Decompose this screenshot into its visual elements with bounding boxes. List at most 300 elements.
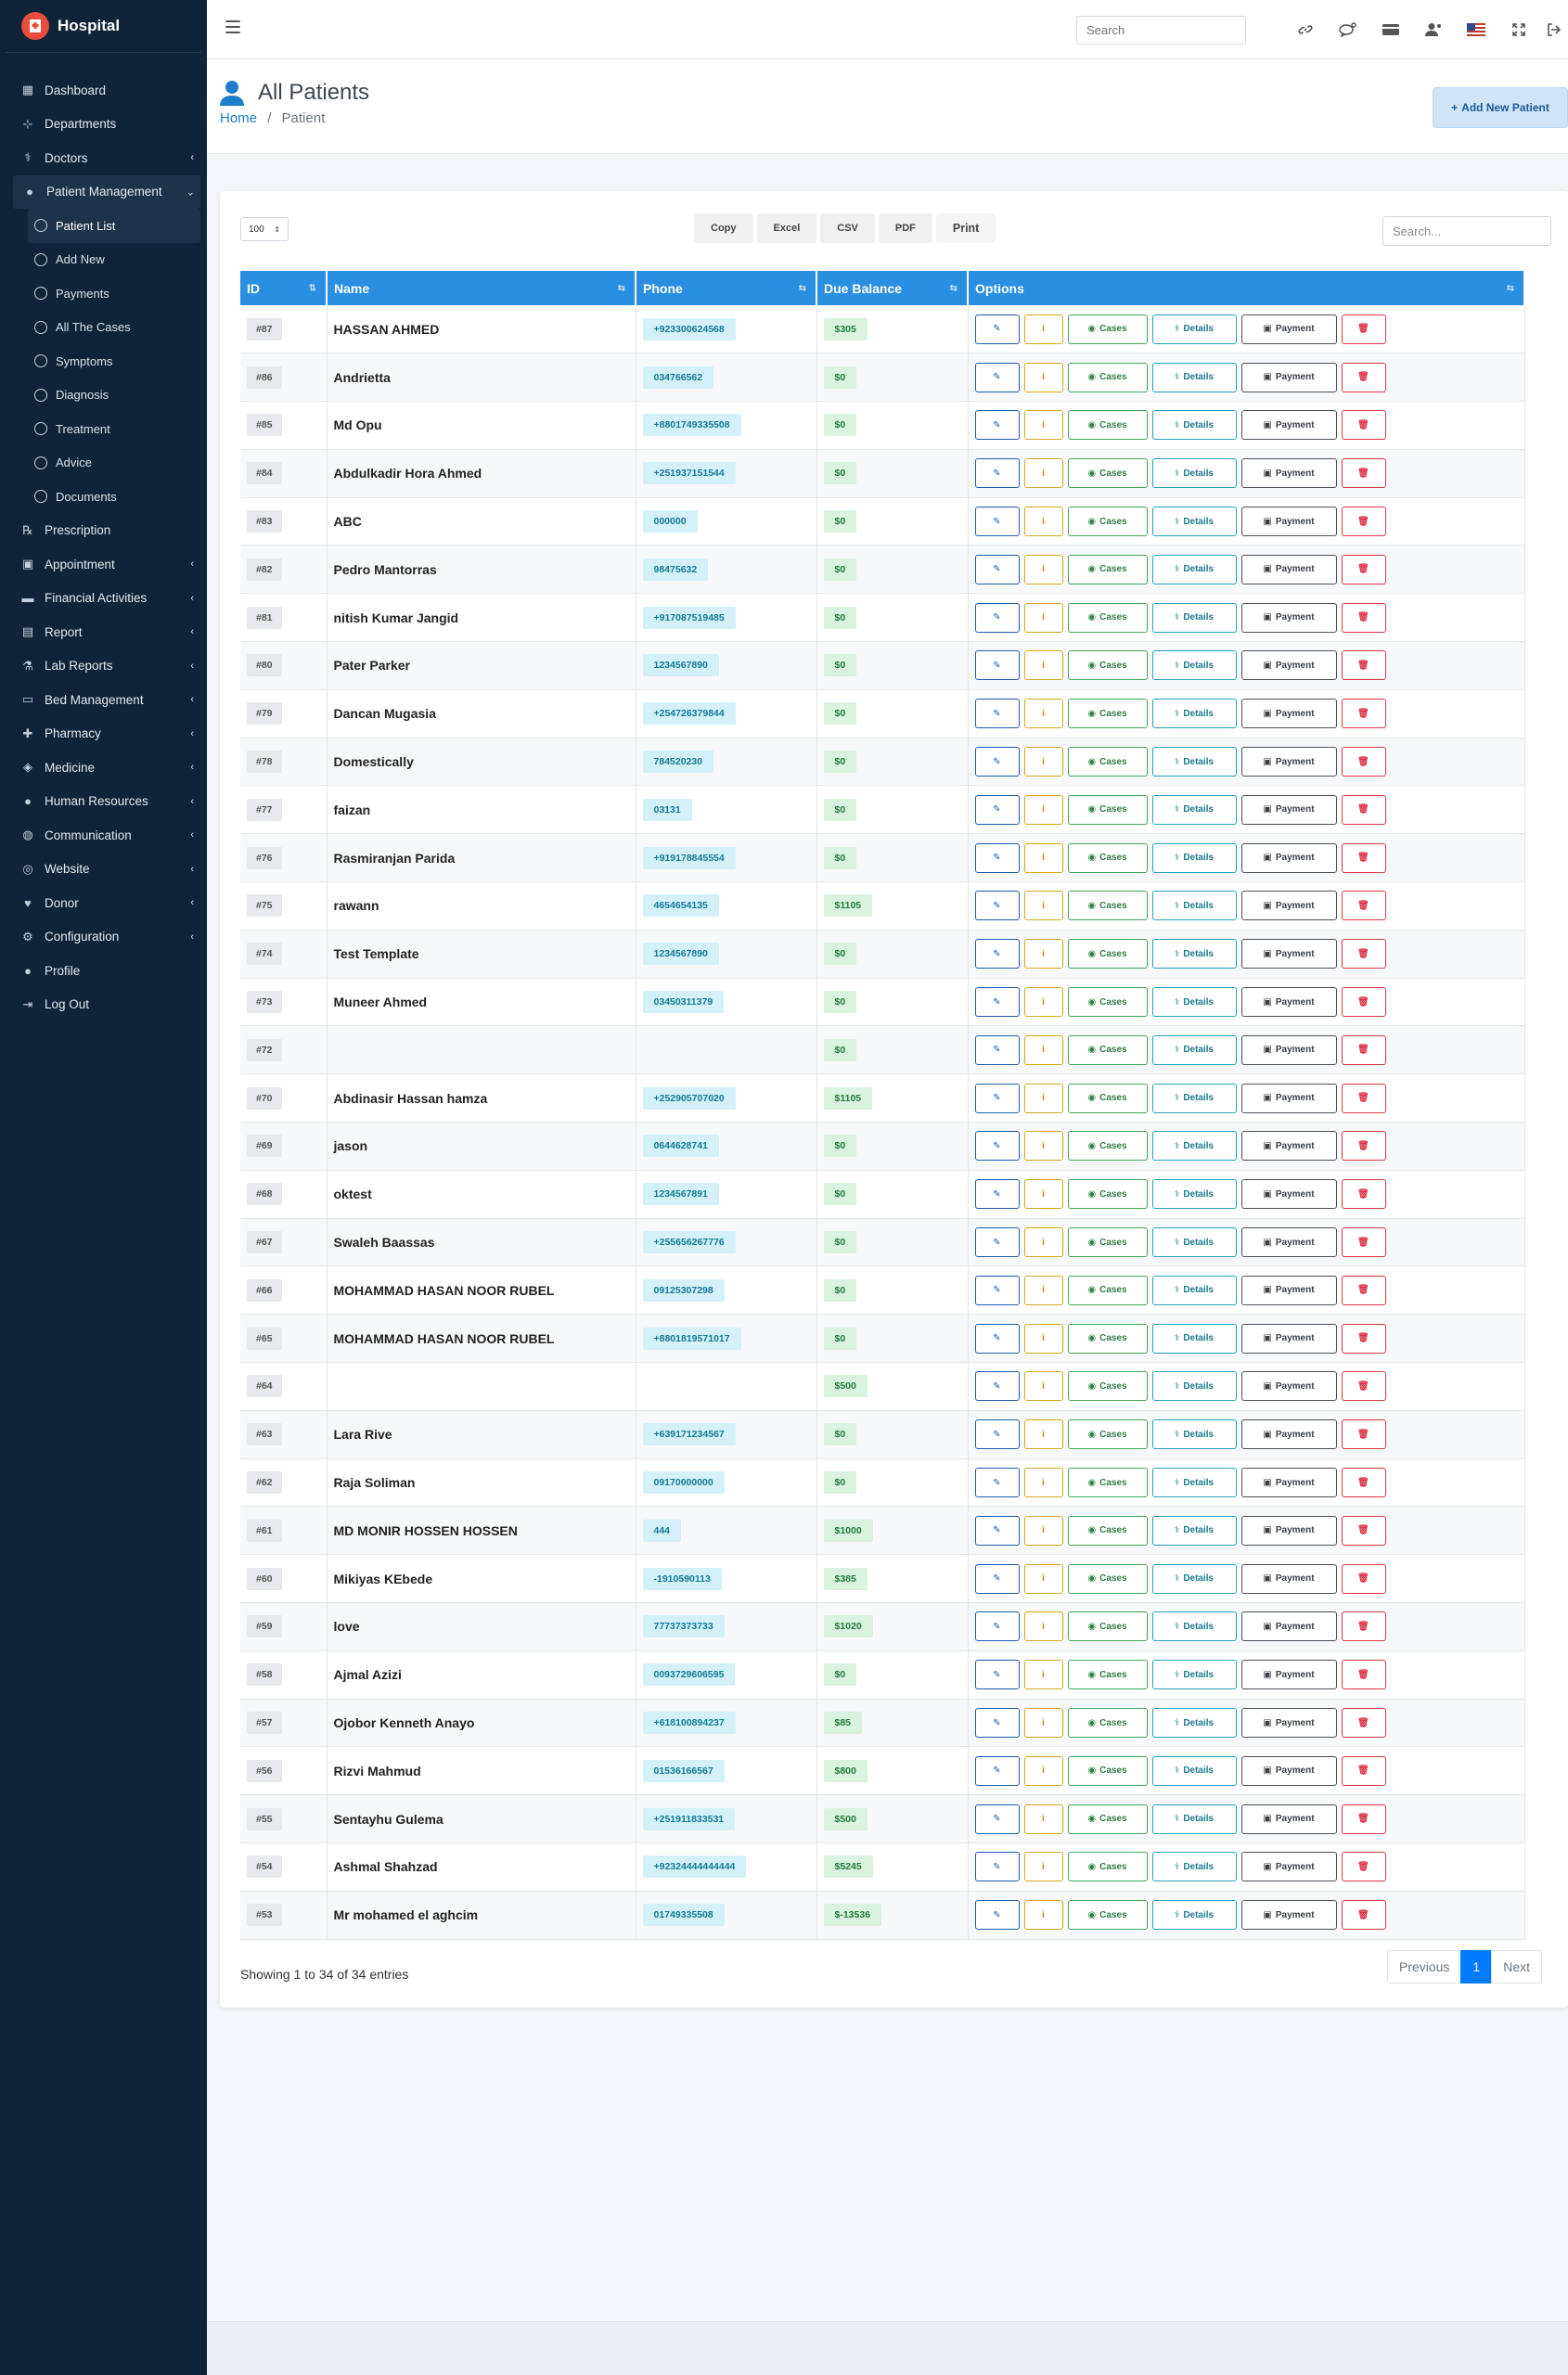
details-button[interactable] [1152,1084,1237,1113]
sidebar-item-report[interactable] [0,615,207,649]
details-button[interactable] [1152,1756,1237,1786]
details-button[interactable] [1152,1276,1237,1305]
edit-button[interactable] [975,363,1020,392]
payment-button[interactable] [1241,555,1337,584]
info-button[interactable] [1024,1900,1063,1930]
edit-button[interactable] [975,891,1020,920]
cases-label: Cases [1099,1717,1127,1728]
delete-button[interactable] [1342,1324,1386,1354]
payment-button[interactable] [1241,1564,1337,1594]
sidebar-item-doctors[interactable] [0,141,207,175]
eye-icon: ◉ [1087,853,1097,864]
payment-button[interactable] [1241,458,1337,488]
payment-button[interactable] [1241,603,1337,633]
money-bill-icon: ▣ [1263,948,1272,959]
delete-button[interactable] [1342,603,1386,633]
select-arrows-icon: ⇕ [274,225,280,234]
details-button[interactable] [1152,1611,1237,1641]
edit-button[interactable] [975,1804,1020,1834]
payment-button[interactable] [1241,1468,1337,1497]
edit-button[interactable] [975,1900,1020,1930]
sidebar-subitem-documents[interactable] [0,480,207,514]
info-button[interactable] [1024,1611,1063,1641]
sidebar-item-label: Appointment [45,557,115,571]
edit-button[interactable] [975,1131,1020,1161]
cases-button[interactable] [1068,1371,1148,1401]
details-button[interactable] [1152,987,1237,1017]
info-button[interactable] [1024,315,1063,344]
cases-button[interactable] [1068,1179,1148,1209]
delete-button[interactable] [1342,891,1386,920]
payment-button[interactable] [1241,1708,1337,1738]
edit-button[interactable] [975,1035,1020,1065]
details-button[interactable] [1152,843,1237,873]
edit-button[interactable] [975,795,1020,825]
phone-cell [636,1747,816,1795]
row-actions [975,1131,1518,1161]
cases-button[interactable] [1068,458,1148,488]
edit-button[interactable] [975,699,1020,728]
options-cell [968,449,1524,497]
cases-button[interactable] [1068,603,1148,633]
sidebar-subitem-all-the-cases[interactable] [0,311,207,345]
info-button[interactable] [1024,1276,1063,1305]
info-button[interactable] [1024,1179,1063,1209]
cases-button[interactable] [1068,507,1148,536]
cases-button[interactable] [1068,1468,1148,1497]
export-csv-button[interactable]: CSV [820,213,875,243]
cases-button[interactable] [1068,1035,1148,1065]
trash-icon: 🗑 [1357,660,1369,671]
logout-top-icon[interactable] [1540,17,1568,43]
user-badge-icon[interactable] [1412,17,1455,43]
menu-toggle-icon[interactable] [225,20,240,33]
delete-button[interactable] [1342,1852,1386,1881]
edit-button[interactable] [975,1227,1020,1257]
payment-button[interactable] [1241,1900,1337,1930]
cases-button[interactable] [1068,1516,1148,1546]
export-pdf-button[interactable]: PDF [879,213,932,243]
info-button[interactable] [1024,699,1063,728]
phone-cell [636,882,816,931]
delete-button[interactable] [1342,1371,1386,1401]
edit-button[interactable] [975,1660,1020,1689]
row-actions [975,603,1518,633]
edit-button[interactable] [975,987,1020,1017]
delete-button[interactable] [1342,1084,1386,1113]
cases-button[interactable] [1068,1756,1148,1786]
payment-button[interactable] [1241,410,1337,440]
payment-button[interactable] [1241,363,1337,392]
pagination-next[interactable]: Next [1491,1950,1542,1983]
sidebar-item-patient-management[interactable] [13,175,200,210]
payment-button[interactable] [1241,843,1337,873]
edit-button[interactable] [975,1276,1020,1305]
sidebar-subitem-patient-list[interactable] [28,209,200,243]
details-button[interactable] [1152,507,1237,536]
delete-button[interactable] [1342,1516,1386,1546]
payment-button[interactable] [1241,1227,1337,1257]
info-button[interactable] [1024,1324,1063,1354]
sidebar-item-donor[interactable] [0,886,207,920]
money-bill-icon: ▣ [1263,1285,1272,1296]
sidebar-subitem-symptoms[interactable] [0,344,207,379]
delete-button[interactable] [1342,1179,1386,1209]
cases-button[interactable] [1068,891,1148,920]
details-button[interactable] [1152,891,1237,920]
edit-button[interactable] [975,939,1020,969]
patient-name: Md Opu [333,417,382,433]
sidebar-item-communication[interactable] [0,818,207,853]
delete-button[interactable] [1342,1900,1386,1930]
cases-button[interactable] [1068,699,1148,728]
payment-button[interactable] [1241,1756,1337,1786]
details-label: Details [1183,324,1215,335]
payment-button[interactable] [1241,1371,1337,1401]
edit-button[interactable] [975,507,1020,536]
pagination-previous[interactable]: Previous [1387,1950,1461,1983]
payment-button[interactable] [1241,747,1337,777]
details-button[interactable] [1152,1419,1237,1449]
options-cell [968,1555,1524,1603]
payment-button[interactable] [1241,507,1337,536]
column-header-id[interactable] [240,271,327,305]
sidebar-item-bed-management[interactable] [0,683,207,717]
cases-button[interactable] [1068,1804,1148,1834]
delete-button[interactable] [1342,843,1386,873]
sidebar-item-pharmacy[interactable] [0,717,207,751]
payment-button[interactable] [1241,1035,1337,1065]
sidebar-item-website[interactable] [0,853,207,887]
info-button[interactable] [1024,1131,1063,1161]
sidebar-item-departments[interactable] [0,108,207,142]
details-button[interactable] [1152,603,1237,633]
payment-button[interactable] [1241,1804,1337,1834]
details-button[interactable] [1152,1179,1237,1209]
delete-button[interactable] [1342,1564,1386,1594]
column-header-phone[interactable] [636,271,816,305]
edit-icon: ✎ [993,660,1001,671]
cases-button[interactable] [1068,1611,1148,1641]
delete-button[interactable] [1342,1611,1386,1641]
edit-button[interactable] [975,1611,1020,1641]
sidebar-subitem-add-new[interactable] [0,243,207,277]
details-button[interactable] [1152,410,1237,440]
info-button[interactable] [1024,1708,1063,1738]
info-button[interactable] [1024,1419,1063,1449]
details-button[interactable] [1152,1900,1237,1930]
payment-button[interactable] [1241,1131,1337,1161]
top-search-input[interactable] [1076,16,1246,45]
info-button[interactable] [1024,1852,1063,1881]
payment-label: Payment [1275,1429,1315,1440]
sidebar-item-human-resources[interactable] [0,785,207,819]
info-button[interactable] [1024,747,1063,777]
details-button[interactable] [1152,747,1237,777]
delete-button[interactable] [1342,939,1386,969]
details-button[interactable] [1152,795,1237,825]
info-button[interactable] [1024,1371,1063,1401]
payment-button[interactable] [1241,1611,1337,1641]
row-actions [975,1468,1518,1497]
delete-button[interactable] [1342,1227,1386,1257]
export-copy-button[interactable]: Copy [694,213,753,243]
link-icon[interactable] [1284,17,1327,43]
edit-button[interactable] [975,747,1020,777]
info-button[interactable] [1024,555,1063,584]
patient-phone-badge: +639171234567 [643,1423,736,1445]
id-cell [240,1891,327,1939]
delete-button[interactable] [1342,458,1386,488]
name-cell [327,978,636,1026]
export-print-button[interactable]: Print [936,213,996,243]
edit-button[interactable] [975,1179,1020,1209]
delete-button[interactable] [1342,1419,1386,1449]
details-button[interactable] [1152,1131,1237,1161]
payment-label: Payment [1275,516,1315,527]
payment-button[interactable] [1241,795,1337,825]
details-button[interactable] [1152,1371,1237,1401]
cases-label: Cases [1099,853,1127,864]
eye-icon: ◉ [1087,1669,1097,1680]
delete-button[interactable] [1342,555,1386,584]
cases-button[interactable] [1068,1708,1148,1738]
cases-button[interactable] [1068,1900,1148,1930]
edit-button[interactable] [975,650,1020,680]
sidebar-subitem-advice[interactable] [0,446,207,481]
details-button[interactable] [1152,1516,1237,1546]
details-button[interactable] [1152,1564,1237,1594]
delete-button[interactable] [1342,1660,1386,1689]
sidebar-subitem-payments[interactable] [0,276,207,311]
payment-button[interactable] [1241,1419,1337,1449]
info-button[interactable] [1024,458,1063,488]
edit-button[interactable] [975,458,1020,488]
sidebar-item-log-out[interactable] [0,988,207,1022]
edit-button[interactable] [975,1371,1020,1401]
details-button[interactable] [1152,1660,1237,1689]
cases-button[interactable] [1068,1276,1148,1305]
page-length-select[interactable] [240,217,289,241]
payment-button[interactable] [1241,699,1337,728]
payment-button[interactable] [1241,987,1337,1017]
sidebar-subitem-label: Advice [56,456,93,470]
info-button[interactable] [1024,1084,1063,1113]
delete-button[interactable] [1342,1276,1386,1305]
cases-button[interactable] [1068,363,1148,392]
delete-button[interactable] [1342,1468,1386,1497]
cases-button[interactable] [1068,555,1148,584]
sidebar-item-lab-reports[interactable] [0,649,207,684]
details-button[interactable] [1152,1324,1237,1354]
delete-button[interactable] [1342,1804,1386,1834]
donor-icon: ♥ [24,895,32,910]
payment-button[interactable] [1241,1516,1337,1546]
trash-icon: 🗑 [1357,1573,1369,1585]
patient-name: Test Template [333,946,419,962]
payment-button[interactable] [1241,1084,1337,1113]
cases-button[interactable] [1068,1564,1148,1594]
due-balance-badge: $0 [824,462,857,484]
info-button[interactable] [1024,1756,1063,1786]
table-row [240,930,1524,978]
details-button[interactable] [1152,1468,1237,1497]
edit-button[interactable] [975,1516,1020,1546]
details-button[interactable] [1152,650,1237,680]
details-button[interactable] [1152,1708,1237,1738]
column-header-due-balance[interactable] [816,271,968,305]
export-excel-button[interactable]: Excel [757,213,817,243]
cases-button[interactable] [1068,1852,1148,1881]
info-button[interactable] [1024,603,1063,633]
edit-button[interactable] [975,1468,1020,1497]
delete-button[interactable] [1342,363,1386,392]
info-button[interactable] [1024,1804,1063,1834]
delete-button[interactable] [1342,650,1386,680]
cases-button[interactable] [1068,1419,1148,1449]
stethoscope-icon: ⚕ [1174,1285,1180,1296]
sidebar-item-profile[interactable] [0,954,207,988]
delete-button[interactable] [1342,410,1386,440]
cases-button[interactable] [1068,1227,1148,1257]
info-button[interactable] [1024,410,1063,440]
info-button[interactable] [1024,1660,1063,1689]
cases-button[interactable] [1068,843,1148,873]
table-search-input[interactable] [1382,216,1551,246]
payment-button[interactable] [1241,315,1337,344]
payment-button[interactable] [1241,650,1337,680]
info-button[interactable] [1024,1564,1063,1594]
delete-button[interactable] [1342,1131,1386,1161]
edit-button[interactable] [975,555,1020,584]
info-icon: i [1042,804,1045,815]
sidebar-item-dashboard[interactable] [0,73,207,108]
delete-button[interactable] [1342,987,1386,1017]
cases-button[interactable] [1068,410,1148,440]
name-cell [327,1074,636,1123]
cases-button[interactable] [1068,987,1148,1017]
info-button[interactable] [1024,1227,1063,1257]
edit-button[interactable] [975,1852,1020,1881]
info-button[interactable] [1024,987,1063,1017]
cases-button[interactable] [1068,747,1148,777]
cases-button[interactable] [1068,939,1148,969]
sidebar-subitem-diagnosis[interactable] [0,379,207,413]
sidebar-item-financial-activities[interactable] [0,582,207,616]
info-button[interactable] [1024,1035,1063,1065]
details-button[interactable] [1152,363,1237,392]
edit-button[interactable] [975,410,1020,440]
delete-button[interactable] [1342,507,1386,536]
cases-label: Cases [1099,564,1127,575]
details-button[interactable] [1152,1227,1237,1257]
details-button[interactable] [1152,315,1237,344]
edit-button[interactable] [975,315,1020,344]
credit-card-icon[interactable] [1369,17,1412,43]
edit-button[interactable] [975,843,1020,873]
details-button[interactable] [1152,1035,1237,1065]
delete-button[interactable] [1342,1035,1386,1065]
brand[interactable] [6,0,201,53]
info-button[interactable] [1024,650,1063,680]
edit-button[interactable] [975,603,1020,633]
delete-button[interactable] [1342,1708,1386,1738]
cases-button[interactable] [1068,1084,1148,1113]
delete-button[interactable] [1342,747,1386,777]
edit-button[interactable] [975,1756,1020,1786]
payment-button[interactable] [1241,1324,1337,1354]
info-button[interactable] [1024,1468,1063,1497]
patient-id-badge: #67 [247,1231,282,1253]
cases-button[interactable] [1068,1324,1148,1354]
delete-button[interactable] [1342,1756,1386,1786]
breadcrumb-home-link[interactable]: Home [220,110,258,126]
details-button[interactable] [1152,555,1237,584]
details-button[interactable] [1152,939,1237,969]
sitemap-icon: ⊹ [22,116,33,131]
fullscreen-icon[interactable] [1497,17,1540,43]
cases-button[interactable] [1068,795,1148,825]
details-button[interactable] [1152,1852,1237,1881]
column-header-options[interactable] [968,271,1524,305]
us-flag-icon[interactable] [1455,17,1497,43]
sidebar-subitem-treatment[interactable] [0,412,207,446]
payment-button[interactable] [1241,1179,1337,1209]
column-header-name[interactable] [327,271,636,305]
info-button[interactable] [1024,363,1063,392]
details-button[interactable] [1152,699,1237,728]
info-button[interactable] [1024,507,1063,536]
delete-button[interactable] [1342,699,1386,728]
cases-button[interactable] [1068,1131,1148,1161]
due-cell [816,1410,968,1458]
add-new-patient-button[interactable] [1433,87,1568,128]
chat-icon[interactable] [1327,17,1369,43]
pagination-page-1[interactable]: 1 [1460,1950,1492,1983]
info-button[interactable] [1024,891,1063,920]
cases-button[interactable] [1068,650,1148,680]
edit-button[interactable] [975,1084,1020,1113]
info-button[interactable] [1024,795,1063,825]
stethoscope-icon: ⚕ [1174,1093,1180,1104]
edit-button[interactable] [975,1708,1020,1738]
sidebar-item-prescription[interactable] [0,514,207,548]
edit-button[interactable] [975,1564,1020,1594]
sidebar-item-configuration[interactable] [0,920,207,955]
payment-button[interactable] [1241,891,1337,920]
info-button[interactable] [1024,1516,1063,1546]
delete-button[interactable] [1342,315,1386,344]
cases-button[interactable] [1068,1660,1148,1689]
edit-button[interactable] [975,1419,1020,1449]
cases-button[interactable] [1068,315,1148,344]
payment-button[interactable] [1241,1852,1337,1881]
payment-button[interactable] [1241,1276,1337,1305]
sidebar-item-appointment[interactable] [0,547,207,582]
info-button[interactable] [1024,843,1063,873]
sidebar-item-medicine[interactable] [0,751,207,785]
details-button[interactable] [1152,1804,1237,1834]
row-actions [975,1371,1518,1401]
details-button[interactable] [1152,458,1237,488]
patient-phone-badge: +919178845554 [643,847,736,869]
patient-phone-badge: +252905707020 [643,1087,736,1110]
edit-button[interactable] [975,1324,1020,1354]
info-button[interactable] [1024,939,1063,969]
delete-button[interactable] [1342,795,1386,825]
payment-button[interactable] [1241,939,1337,969]
payment-button[interactable] [1241,1660,1337,1689]
